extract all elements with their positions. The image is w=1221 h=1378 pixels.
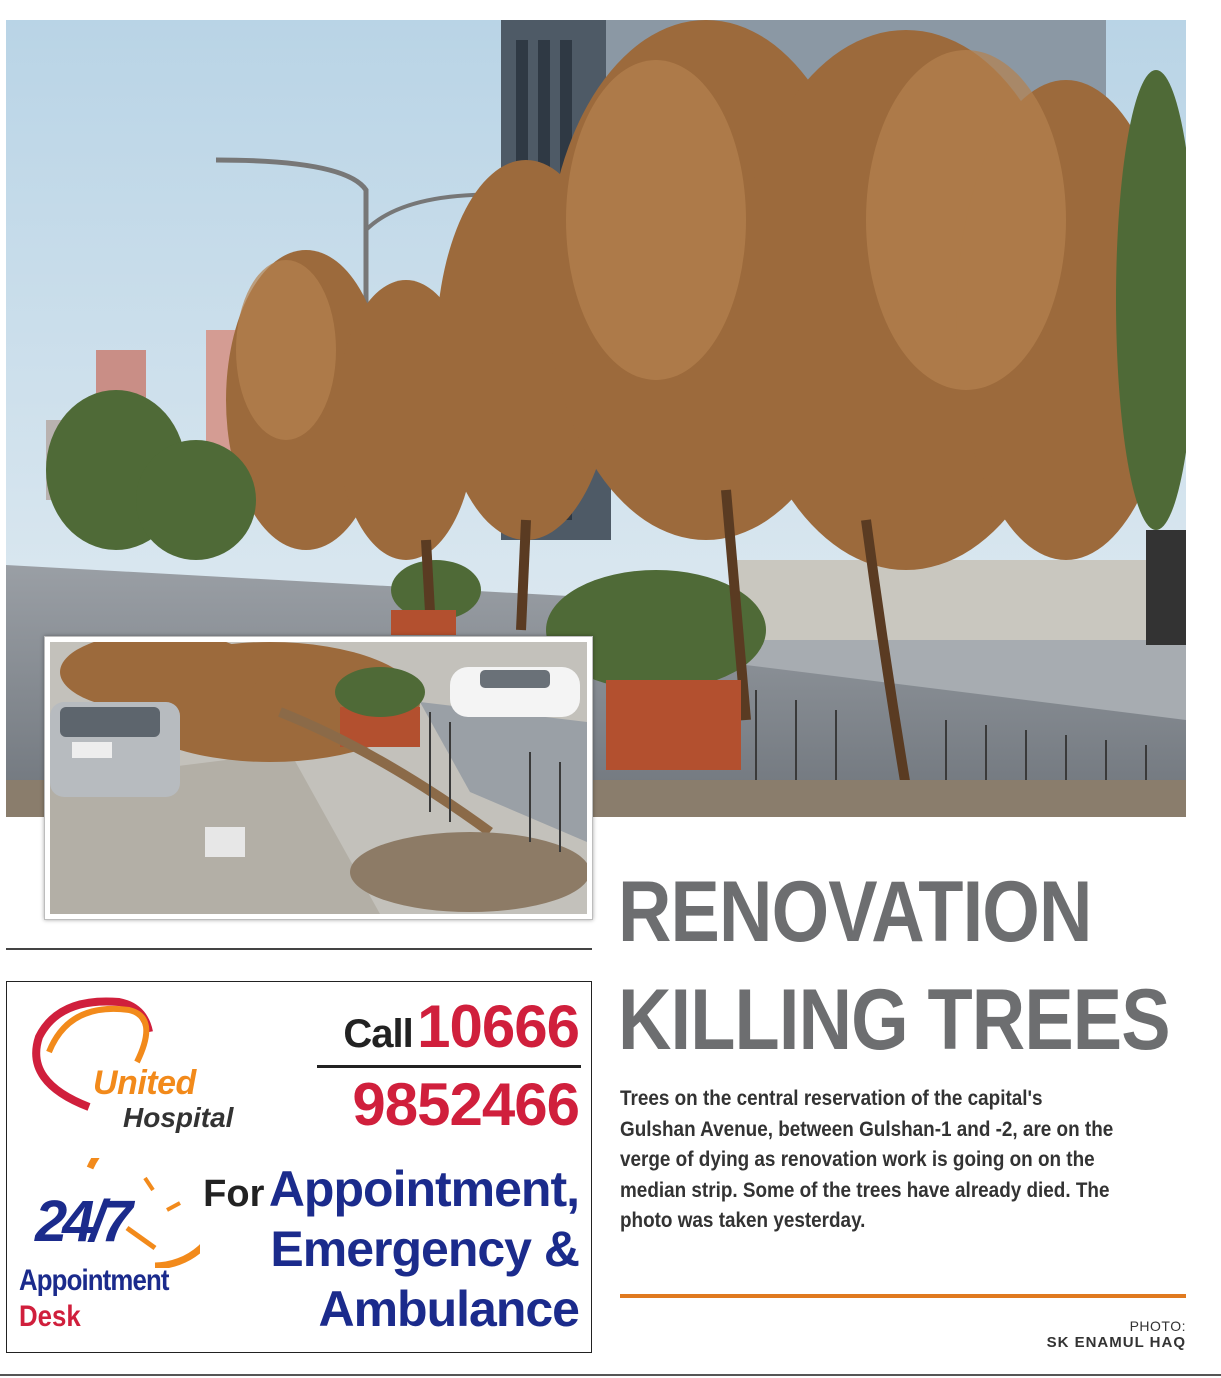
appointment-label: Appointment xyxy=(19,1264,169,1297)
caption-line: Gulshan Avenue, between Gulshan-1 and -2, are on the xyxy=(620,1117,1114,1141)
phone-number: 9852466 xyxy=(352,1071,579,1138)
united-hospital-ad xyxy=(6,981,592,1353)
caption-divider xyxy=(620,1294,1186,1298)
caption-line: Trees on the central reservation of the capital's xyxy=(620,1087,1043,1110)
photo-credit xyxy=(1047,1318,1186,1351)
service-emergency: Emergency & xyxy=(270,1221,579,1277)
fallen-tree-inset-photo xyxy=(50,642,587,914)
logo-united-text: United xyxy=(93,1064,196,1102)
ad-top-rule xyxy=(6,948,592,950)
logo-hospital-text: Hospital xyxy=(123,1102,234,1133)
call-divider xyxy=(317,1065,581,1068)
headline-line-1: RENOVATION xyxy=(618,864,1092,960)
headline-line-2: KILLING TREES xyxy=(618,972,1170,1068)
caption-line: median strip. Some of the trees have already died. The xyxy=(620,1178,1110,1202)
inset-photo xyxy=(44,636,593,920)
service-appointment: Appointment, xyxy=(268,1161,579,1217)
appointment-desk-badge xyxy=(15,1158,200,1358)
services-line-1 xyxy=(203,1160,579,1218)
desk-label: Desk xyxy=(19,1300,81,1333)
for-word: For xyxy=(203,1173,265,1215)
call-word: Call xyxy=(343,1012,413,1056)
hotline-number: 10666 xyxy=(417,993,579,1060)
badge-247: 24/7 xyxy=(35,1189,128,1254)
service-ambulance: Ambulance xyxy=(318,1281,579,1337)
credit-label: PHOTO: xyxy=(1129,1318,1186,1334)
photo-caption xyxy=(620,1084,1190,1237)
caption-line: photo was taken yesterday. xyxy=(620,1209,866,1232)
photographer-name: SK ENAMUL HAQ xyxy=(1046,1334,1186,1351)
page-bottom-rule xyxy=(0,1374,1221,1376)
caption-line: verge of dying as renovation work is going on on the xyxy=(620,1148,1095,1171)
call-number-line xyxy=(343,992,579,1061)
headline xyxy=(618,858,1208,1074)
united-hospital-logo xyxy=(19,992,269,1133)
